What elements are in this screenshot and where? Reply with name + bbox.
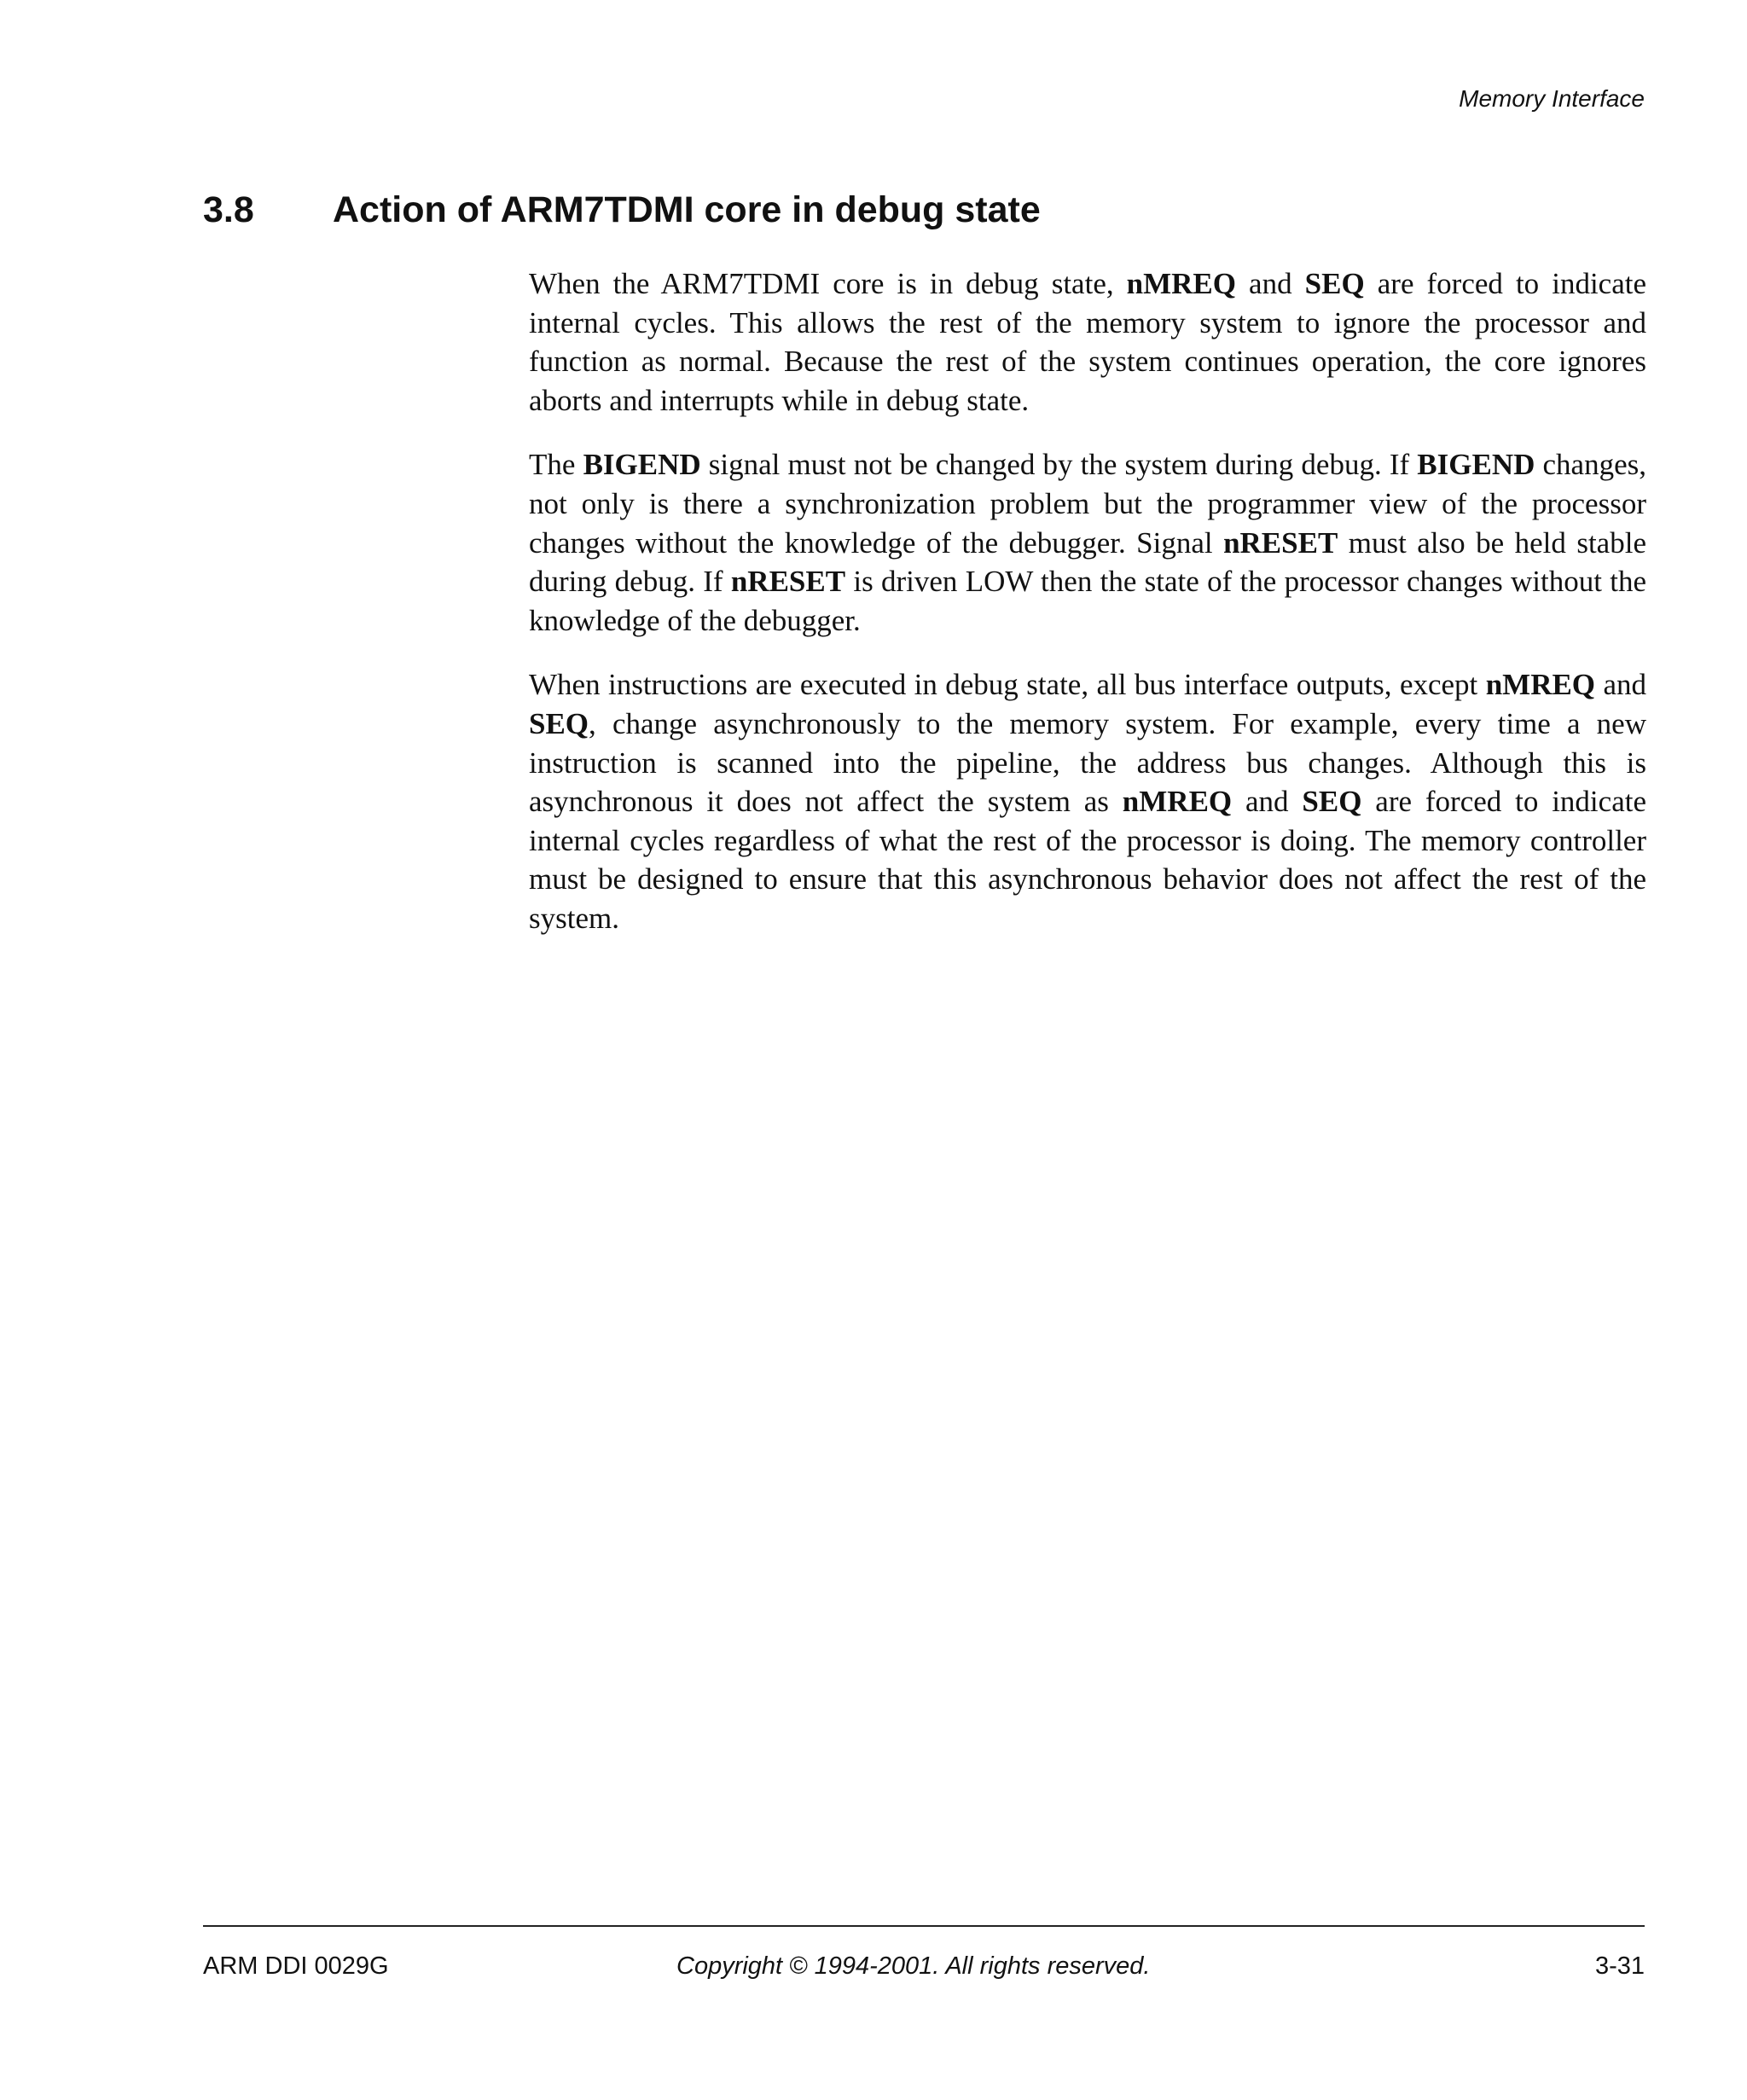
signal-name: nMREQ <box>1122 785 1233 819</box>
paragraph-text: signal must not be changed by the system during debug. If <box>700 448 1418 482</box>
paragraph-2 <box>529 445 1646 640</box>
signal-name: nMREQ <box>1126 267 1237 300</box>
paragraph-3 <box>529 665 1646 937</box>
signal-name: nRESET <box>730 565 846 599</box>
signal-name: SEQ <box>1304 267 1365 300</box>
footer-copyright: Copyright © 1994-2001. All rights reserved. <box>676 1952 1151 1980</box>
paragraph-text: The <box>529 448 583 482</box>
section-number: 3.8 <box>203 189 254 230</box>
paragraph-text: When instructions are executed in debug state, all bus interface outputs, except <box>529 668 1486 702</box>
signal-name: SEQ <box>1302 785 1362 819</box>
paragraph-text: are forced to indicate internal cycles regardless of what the rest of the processor is doing. The memory controller must be designed to ensure that this asynchronous behavior does not affect the rest of the system. <box>529 785 1646 935</box>
footer-page-number: 3-31 <box>1594 1952 1645 1980</box>
signal-name: nMREQ <box>1485 668 1596 702</box>
signal-name: SEQ <box>529 706 589 740</box>
paragraph-text: and <box>1232 785 1303 819</box>
paragraph-1 <box>529 264 1646 420</box>
paragraph-text: is driven LOW then the state of the processor changes without the knowledge of the debugger. <box>529 565 1646 637</box>
paragraph-text: and <box>1236 267 1305 300</box>
paragraph-text: and <box>1595 668 1646 702</box>
footer-doc-id: ARM DDI 0029G <box>203 1952 389 1980</box>
body-text <box>529 264 1646 964</box>
section-heading <box>203 189 1041 231</box>
paragraph-text: When the ARM7TDMI core is in debug state, <box>529 267 1127 300</box>
signal-name: nRESET <box>1223 525 1338 560</box>
paragraph-text: changes, not only is there a synchronization problem but the programmer view of the processor changes without the knowledge of the debugger. Signal <box>529 448 1647 560</box>
running-header: Memory Interface <box>1459 85 1645 112</box>
paragraph-text: , change asynchronously to the memory system. For example, every time a new instruction is scanned into the pipeline, the address bus changes. Although this is asynchronous it does not affect the system as <box>529 706 1646 819</box>
signal-name: BIGEND <box>583 448 701 482</box>
footer-divider <box>203 1925 1645 1927</box>
paragraph-text: must also be held stable during debug. If <box>529 525 1646 599</box>
section-title: Action of ARM7TDMI core in debug state <box>333 189 1041 230</box>
paragraph-text: are forced to indicate internal cycles. This allows the rest of the memory system to ignore the processor and function as normal. Because the rest of the system continues operation, the core ignores aborts and interrupts while in debug state. <box>529 267 1646 417</box>
signal-name: BIGEND <box>1417 448 1535 482</box>
